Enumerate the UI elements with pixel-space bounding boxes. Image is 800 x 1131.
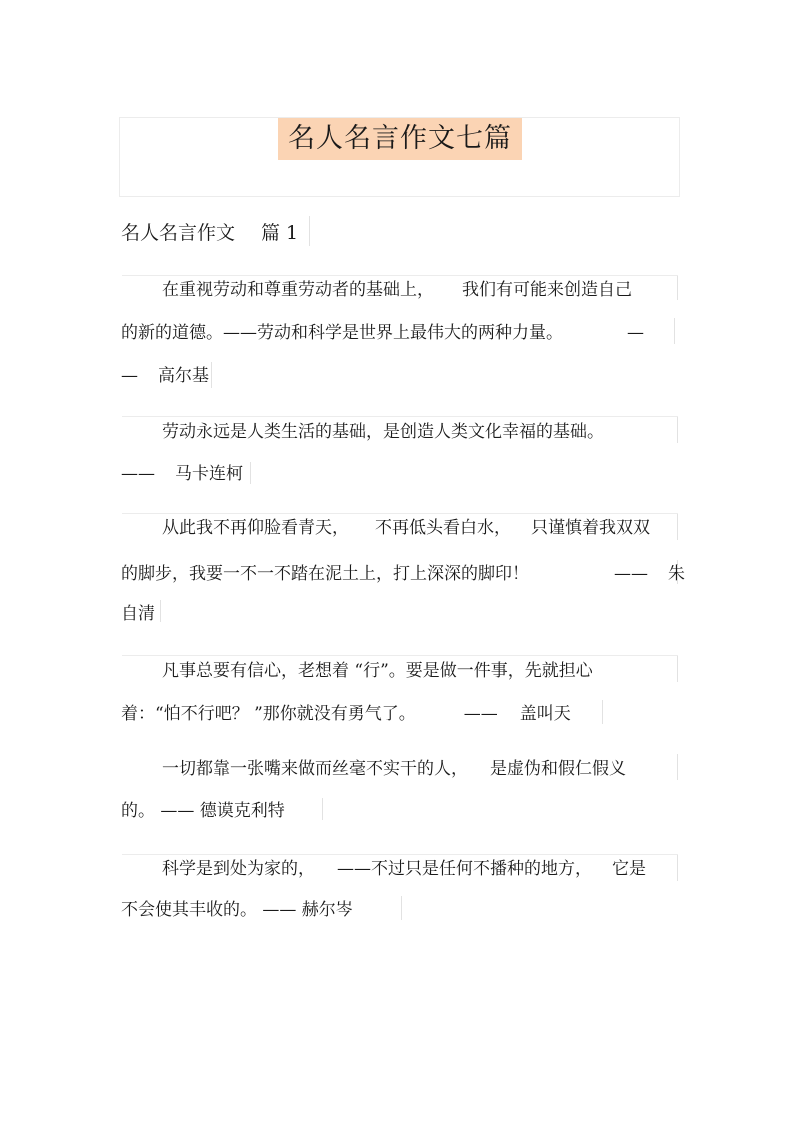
quote-author: 盖叫天 [519,704,571,724]
subtitle-rule [309,216,310,246]
quote-text: 不会使其丰收的。 —— 赫尔岑 [121,900,353,920]
q1-rule-right [677,276,678,300]
q6-rule-right [677,855,678,881]
quote-3-line-1 [162,516,650,540]
quote-author: 朱 [668,564,685,584]
subtitle-number: 篇 1 [261,222,299,244]
quote-2-line-1 [162,420,604,444]
q1-rule-top [122,275,678,276]
q2-rule-top [122,416,678,417]
quote-text: 的。 —— 德谟克利特 [121,801,285,821]
quote-dash: —— [121,464,155,484]
q5-rule-right [677,754,678,780]
quote-text: 的新的道德。——劳动和科学是世界上最伟大的两种力量。 [121,323,563,343]
q2-rule-end [250,462,251,484]
quote-text: 是虚伪和假仁假义 [490,759,626,779]
quote-text: 的脚步，我要一不一不踏在泥土上，打上深深的脚印！ [121,564,529,584]
q3-rule-end [160,600,161,622]
quote-5-line-1 [162,757,626,781]
quote-dash: —— [614,564,648,584]
q6-rule-top [122,854,678,855]
quote-1-line-2 [121,321,644,345]
q1-rule-end [211,362,212,388]
section-subtitle [121,218,298,245]
quote-6-line-1 [162,857,646,881]
quote-author: 自清 [121,604,155,624]
q4-rule-end [602,700,603,724]
quote-3-line-3 [121,602,155,626]
quote-text: ——不过只是任何不播种的地方， [337,859,592,879]
quote-5-line-2 [121,799,285,823]
quote-author: 马卡连柯 [175,464,243,484]
quote-text: 从此我不再仰脸看青天， [162,518,349,538]
quote-text: 我们有可能来创造自己 [462,280,632,300]
quote-1-line-1 [162,278,632,302]
quote-4-line-1 [162,659,593,683]
q2-rule-right [677,417,678,443]
document-title: 名人名言作文七篇 [278,118,522,160]
quote-dash: —— [463,704,498,724]
quote-text: 劳动永远是人类生活的基础，是创造人类文化幸福的基础。 [162,422,604,442]
quote-text: 它是 [612,859,646,879]
quote-4-line-2 [121,702,571,726]
q4-rule-top [122,655,678,656]
q3-rule-right [677,514,678,540]
q6-rule-end [401,896,402,920]
quote-6-line-2 [121,898,353,922]
q1-rule-right-2 [674,318,675,344]
quote-text: 科学是到处为家的， [162,859,315,879]
quote-2-line-2 [121,462,243,486]
subtitle-label: 名人名言作文 [121,222,236,244]
quote-1-line-3 [121,364,209,388]
quote-dash: — [627,323,644,343]
quote-text: 在重视劳动和尊重劳动者的基础上， [162,280,434,300]
quote-text: 凡事总要有信心，老想着 “行”。要是做一件事，先就担心 [162,661,593,681]
quote-text: 只谨慎着我双双 [531,518,650,538]
q3-rule-top [122,513,678,514]
q5-rule-end [322,798,323,820]
quote-text: 着：“怕不行吧？ ”那你就没有勇气了。 [121,704,416,724]
q4-rule-right [677,656,678,682]
quote-dash: — [121,366,138,386]
quote-3-line-2 [121,562,685,586]
quote-author: 高尔基 [158,366,209,386]
quote-text: 不再低头看白水， [375,518,511,538]
quote-text: 一切都靠一张嘴来做而丝毫不实干的人， [162,759,468,779]
